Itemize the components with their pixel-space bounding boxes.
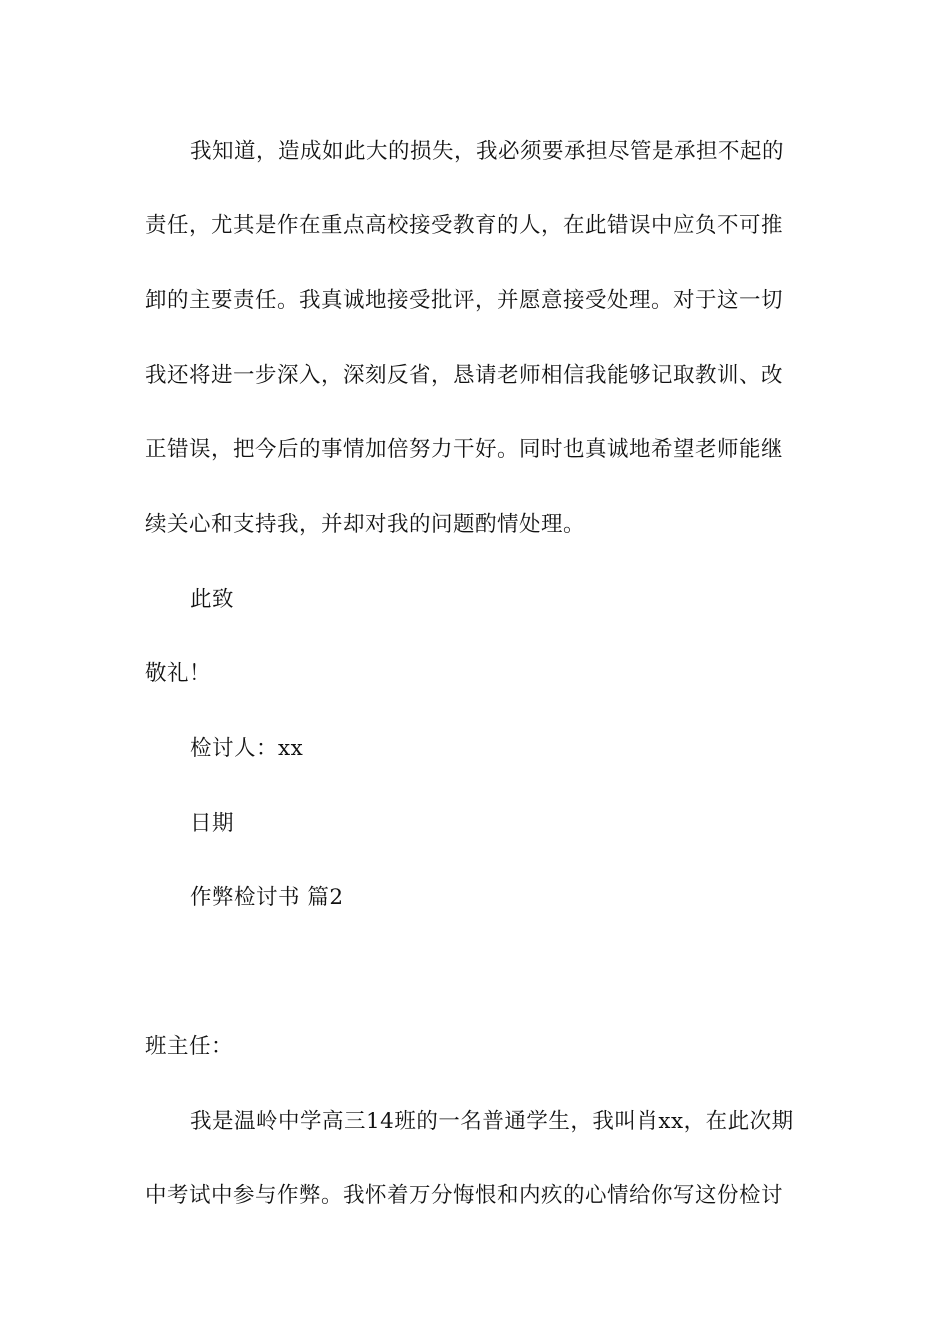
- salute-text: 敬礼！: [145, 661, 212, 686]
- section-title: 作弊检讨书 篇2: [190, 885, 344, 910]
- paragraph-1-line-5: 正错误，把今后的事情加倍努力干好。同时也真诚地希望老师能继: [145, 437, 784, 462]
- paragraph-2-line-1: 我是温岭中学高三14班的一名普通学生，我叫肖xx，在此次期: [190, 1109, 794, 1134]
- paragraph-1-line-6: 续关心和支持我，并却对我的问题酌情处理。: [145, 512, 586, 537]
- addressee-text: 班主任：: [145, 1034, 234, 1059]
- closing-text: 此致: [190, 587, 235, 612]
- paragraph-1-line-1: 我知道，造成如此大的损失，我必须要承担尽管是承担不起的: [190, 139, 785, 164]
- paragraph-2-line-2: 中考试中参与作弊。我怀着万分悔恨和内疚的心情给你写这份检讨: [145, 1183, 784, 1208]
- signer-text: 检讨人：xx: [190, 736, 304, 761]
- paragraph-1-line-4: 我还将进一步深入，深刻反省，恳请老师相信我能够记取教训、改: [145, 363, 784, 388]
- paragraph-1-line-2: 责任，尤其是作在重点高校接受教育的人，在此错误中应负不可推: [145, 213, 784, 238]
- date-label: 日期: [190, 811, 235, 836]
- paragraph-1-line-3: 卸的主要责任。我真诚地接受批评，并愿意接受处理。对于这一切: [145, 288, 784, 313]
